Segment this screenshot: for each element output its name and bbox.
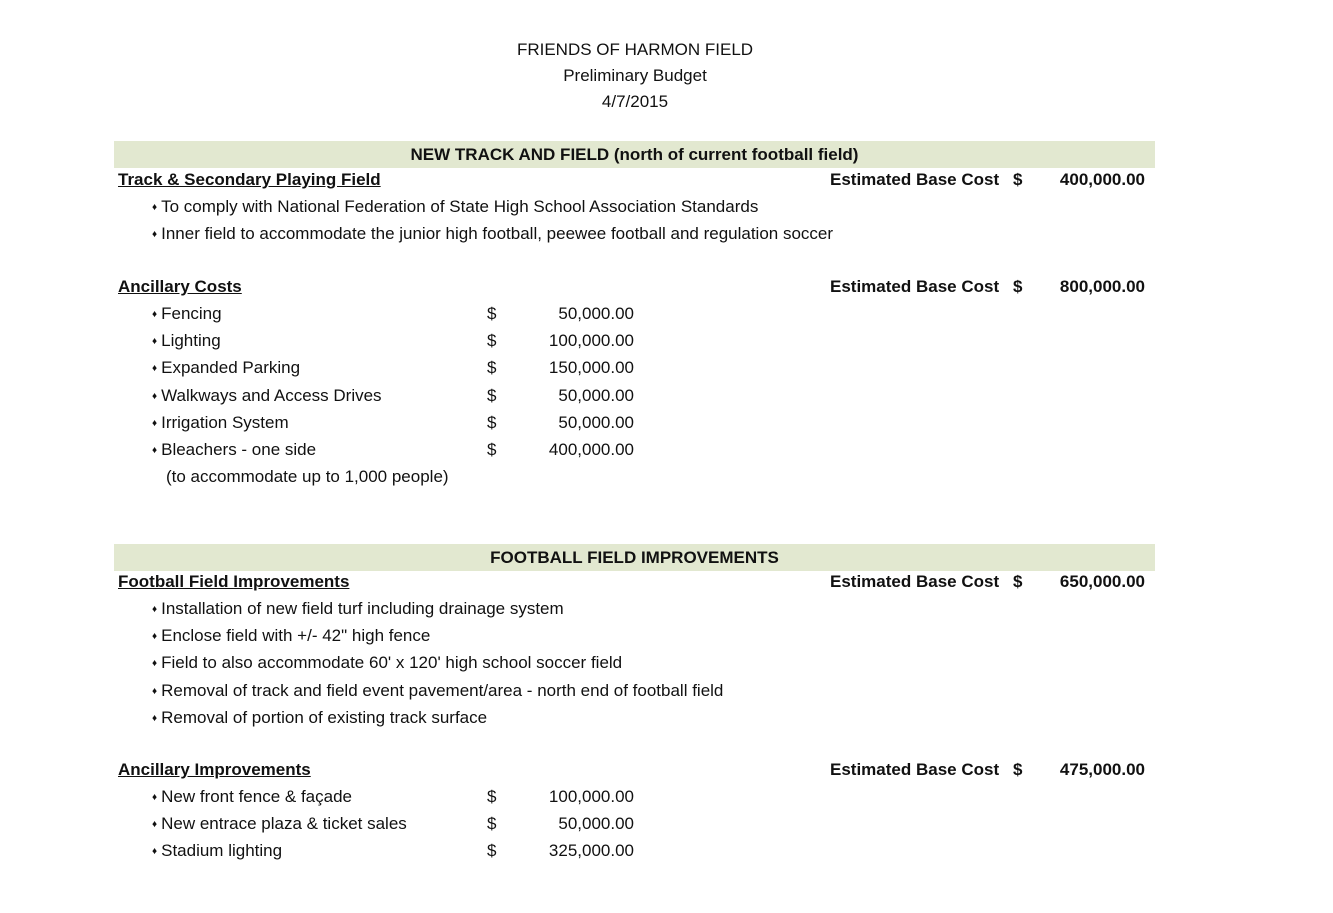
cost-item-currency: $ xyxy=(487,304,497,323)
cost-item-currency: $ xyxy=(487,814,497,833)
estimated-base-cost-amount: 800,000.00 xyxy=(1059,277,1145,296)
diamond-bullet-icon: ♦ xyxy=(152,631,158,642)
diamond-bullet-icon: ♦ xyxy=(152,363,158,374)
cost-item-amount: 50,000.00 xyxy=(558,386,634,405)
list-item: ♦ Field to also accommodate 60' x 120' high school soccer field xyxy=(152,653,623,672)
cost-item-label: ♦ Walkways and Access Drives xyxy=(152,386,382,405)
cost-item-label: ♦ Fencing xyxy=(152,304,222,323)
cost-item-note: (to accommodate up to 1,000 people) xyxy=(166,467,449,486)
list-item: ♦ Installation of new field turf including drainage system xyxy=(152,599,564,618)
section-band-track-field: NEW TRACK AND FIELD (north of current football field) xyxy=(114,141,1155,168)
diamond-bullet-icon: ♦ xyxy=(152,418,158,429)
estimated-base-cost-label: Estimated Base Cost xyxy=(830,277,1000,296)
cost-item-amount: 100,000.00 xyxy=(548,787,634,806)
cost-item-currency: $ xyxy=(487,841,497,860)
estimated-base-cost-label: Estimated Base Cost xyxy=(830,572,1000,591)
cost-item-currency: $ xyxy=(487,358,497,377)
estimated-base-cost-label: Estimated Base Cost xyxy=(830,760,1000,779)
estimated-base-cost-currency: $ xyxy=(1013,277,1023,296)
diamond-bullet-icon: ♦ xyxy=(152,713,158,724)
diamond-bullet-icon: ♦ xyxy=(152,229,158,240)
diamond-bullet-icon: ♦ xyxy=(152,445,158,456)
cost-item-amount: 150,000.00 xyxy=(548,358,634,377)
cost-item-label: ♦ Stadium lighting xyxy=(152,841,283,860)
list-item: ♦ Removal of portion of existing track surface xyxy=(152,708,488,727)
cost-item-amount: 50,000.00 xyxy=(558,304,634,323)
diamond-bullet-icon: ♦ xyxy=(152,604,158,615)
cost-item-amount: 100,000.00 xyxy=(548,331,634,350)
diamond-bullet-icon: ♦ xyxy=(152,202,158,213)
cost-item-label: ♦ Lighting xyxy=(152,331,221,350)
diamond-bullet-icon: ♦ xyxy=(152,819,158,830)
cost-item-label: ♦ Irrigation System xyxy=(152,413,289,432)
cost-item-amount: 50,000.00 xyxy=(558,413,634,432)
cost-item-amount: 400,000.00 xyxy=(548,440,634,459)
estimated-base-cost-label: Estimated Base Cost xyxy=(830,170,1000,189)
group-title-ancillary-costs: Ancillary Costs xyxy=(118,277,242,296)
cost-item-label: ♦ New entrace plaza & ticket sales xyxy=(152,814,407,833)
cost-item-amount: 325,000.00 xyxy=(548,841,634,860)
diamond-bullet-icon: ♦ xyxy=(152,686,158,697)
diamond-bullet-icon: ♦ xyxy=(152,391,158,402)
group-title-track-secondary: Track & Secondary Playing Field xyxy=(118,170,381,189)
cost-item-currency: $ xyxy=(487,413,497,432)
estimated-base-cost-amount: 400,000.00 xyxy=(1059,170,1145,189)
estimated-base-cost-amount: 475,000.00 xyxy=(1059,760,1145,779)
diamond-bullet-icon: ♦ xyxy=(152,336,158,347)
cost-item-currency: $ xyxy=(487,787,497,806)
diamond-bullet-icon: ♦ xyxy=(152,309,158,320)
diamond-bullet-icon: ♦ xyxy=(152,846,158,857)
estimated-base-cost-currency: $ xyxy=(1013,170,1023,189)
section-band-football-field: FOOTBALL FIELD IMPROVEMENTS xyxy=(114,544,1155,571)
diamond-bullet-icon: ♦ xyxy=(152,658,158,669)
diamond-bullet-icon: ♦ xyxy=(152,792,158,803)
cost-item-label: ♦ Expanded Parking xyxy=(152,358,301,377)
estimated-base-cost-amount: 650,000.00 xyxy=(1059,572,1145,591)
document-org-title: FRIENDS OF HARMON FIELD xyxy=(516,40,754,59)
document-date: 4/7/2015 xyxy=(601,92,669,111)
cost-item-currency: $ xyxy=(487,386,497,405)
list-item: ♦ Enclose field with +/- 42" high fence xyxy=(152,626,431,645)
group-title-ancillary-improvements: Ancillary Improvements xyxy=(118,760,311,779)
cost-item-currency: $ xyxy=(487,440,497,459)
cost-item-label: ♦ Bleachers - one side xyxy=(152,440,317,459)
cost-item-label: ♦ New front fence & façade xyxy=(152,787,352,806)
list-item: ♦ To comply with National Federation of State High School Association Standards xyxy=(152,197,759,216)
estimated-base-cost-currency: $ xyxy=(1013,572,1023,591)
cost-item-amount: 50,000.00 xyxy=(558,814,634,833)
group-title-football-improvements: Football Field Improvements xyxy=(118,572,350,591)
list-item: ♦ Inner field to accommodate the junior high football, peewee football and regulation soccer xyxy=(152,224,834,243)
list-item: ♦ Removal of track and field event pavement/area - north end of football field xyxy=(152,681,724,700)
estimated-base-cost-currency: $ xyxy=(1013,760,1023,779)
document-subtitle: Preliminary Budget xyxy=(563,66,707,85)
cost-item-currency: $ xyxy=(487,331,497,350)
